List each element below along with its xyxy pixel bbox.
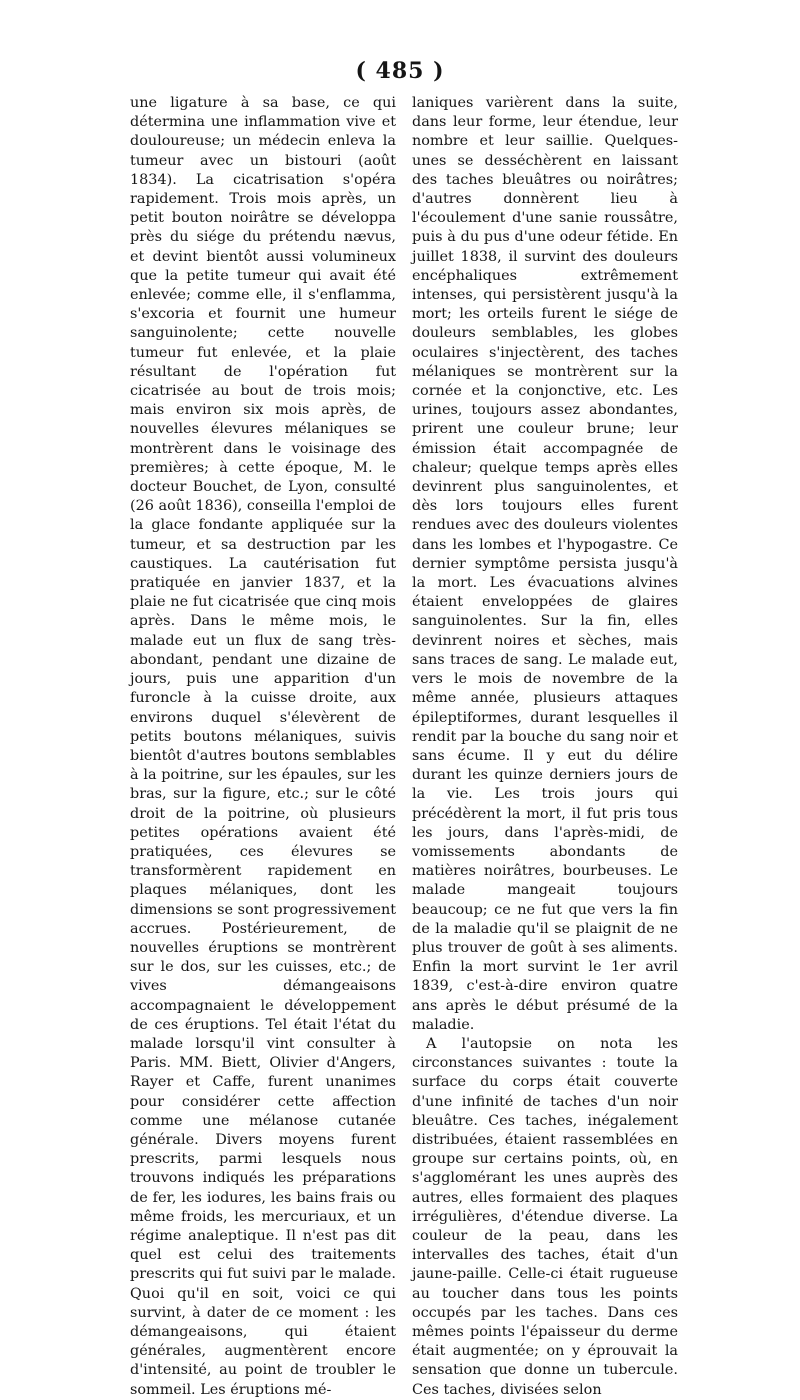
page-number: ( 485 ) (355, 58, 445, 84)
left-paragraph-1: une ligature à sa base, ce qui détermina une inflammation vive et douloureuse; un médecin enleva la tumeur avec un bistouri (août 1834). La cicatrisation s'opéra rapidement. Trois mois après, un petit bouton noirâtre se développa près du siége du prétendu nævus, et devint bientôt aussi volumineux que la petite tumeur qui avait été enlevée; comme elle, il s'enflamma, s'excoria et fournit une humeur sanguinolente; cette nouvelle tumeur fut enlevée, et la plaie résultant de l'opération fut cicatrisée au bout de trois mois; mais environ six mois après, de nouvelles élevures mélaniques se montrèrent dans le voisinage des premières; à cette époque, M. le docteur Bouchet, de Lyon, consulté (26 août 1836), conseilla l'emploi de la glace fondante appliquée sur la tumeur, et sa destruction par les caustiques. La cautérisation fut pratiquée en janvier 1837, et la plaie ne fut cicatrisée que cinq mois après. Dans le même mois, le malade eut un flux de sang très-abondant, pendant une dizaine de jours, puis une apparition d'un furoncle à la cuisse droite, aux environs duquel s'élevèrent de petits boutons mélaniques, suivis bientôt d'autres boutons semblables à la poitrine, sur les épaules, sur les bras, sur la figure, etc.; sur le côté droit de la poitrine, où plusieurs petites opérations avaient été pratiquées, ces élevures se transformèrent rapidement en plaques mélaniques, dont les dimensions se sont progressivement accrues. Postérieurement, de nouvelles éruptions se montrèrent sur le dos, sur les cuisses, etc.; de vives démangeaisons accompagnaient le développement de ces éruptions. Tel était l'état du malade lorsqu'il vint consulter à Paris. MM. Biett, Olivier d'Angers, Rayer et Caffe, furent unanimes pour considérer cette affection comme une mélanose cutanée générale. Divers moyens furent prescrits, parmi lesquels nous trouvons indiqués les préparations de fer, les iodures, les bains frais ou même froids, les mercuriaux, et un régime analeptique. Il n'est pas dit quel est celui des traitements prescrits qui fut suivi par le malade. Quoi qu'il en soit, voici ce qui survint, à dater de ce moment : les démangeaisons, qui étaient générales, augmentèrent encore d'intensité, au point de troubler le sommeil. Les éruptions mé- (130, 95, 396, 1398)
right-column (412, 94, 678, 1400)
right-paragraph-1: laniques varièrent dans la suite, dans leur forme, leur étendue, leur nombre et leur saillie. Quelques-unes se desséchèrent en laissant des taches bleuâtres ou noirâtres; d'autres donnèrent lieu à l'écoulement d'une sanie roussâtre, puis à du pus d'une odeur fétide. En juillet 1838, il survint des douleurs encéphaliques extrêmement intenses, qui persistèrent jusqu'à la mort; les orteils furent le siége de douleurs semblables, les globes oculaires s'injectèrent, des taches mélaniques se montrèrent sur la cornée et la conjonctive, etc. Les urines, toujours assez abondantes, prirent une couleur brune; leur émission était accompagnée de chaleur; quelque temps après elles devinrent plus sanguinolentes, et dès lors toujours elles furent rendues avec des douleurs violentes dans les lombes et l'hypogastre. Ce dernier symptôme persista jusqu'à la mort. Les évacuations alvines étaient enveloppées de glaires sanguinolentes. Sur la fin, elles devinrent noires et sèches, mais sans traces de sang. Le malade eut, vers le mois de novembre de la même année, plusieurs attaques épileptiformes, durant lesquelles il rendit par la bouche du sang noir et sans écume. Il y eut du délire durant les quinze derniers jours de la vie. Les trois jours qui précédèrent la mort, il fut pris tous les jours, dans l'après-midi, de vomissements abondants de matières noirâtres, bourbeuses. Le malade mangeait toujours beaucoup; ce ne fut que vers la fin de la maladie qu'il se plaignit de ne plus trouver de goût à ses aliments. Enfin la mort survint le 1er avril 1839, c'est-à-dire environ quatre ans après le début présumé de la maladie. (412, 95, 678, 1033)
left-column (130, 94, 396, 1400)
right-paragraph-2: A l'autopsie on nota les circonstances suivantes : toute la surface du corps était couverte d'une infinité de taches d'un noir bleuâtre. Ces taches, inégalement distribuées, étaient rassemblées en groupe sur certains points, où, en s'agglomérant les unes auprès des autres, elles formaient des plaques irrégulières, d'étendue diverse. La couleur de la peau, dans les intervalles des taches, était d'un jaune-paille. Celle-ci était rugueuse au toucher dans tous les points occupés par les taches. Dans ces mêmes points l'épaisseur du derme était augmentée; on y éprouvait la sensation que donne un tubercule. Ces taches, divisées selon (412, 1035, 678, 1398)
